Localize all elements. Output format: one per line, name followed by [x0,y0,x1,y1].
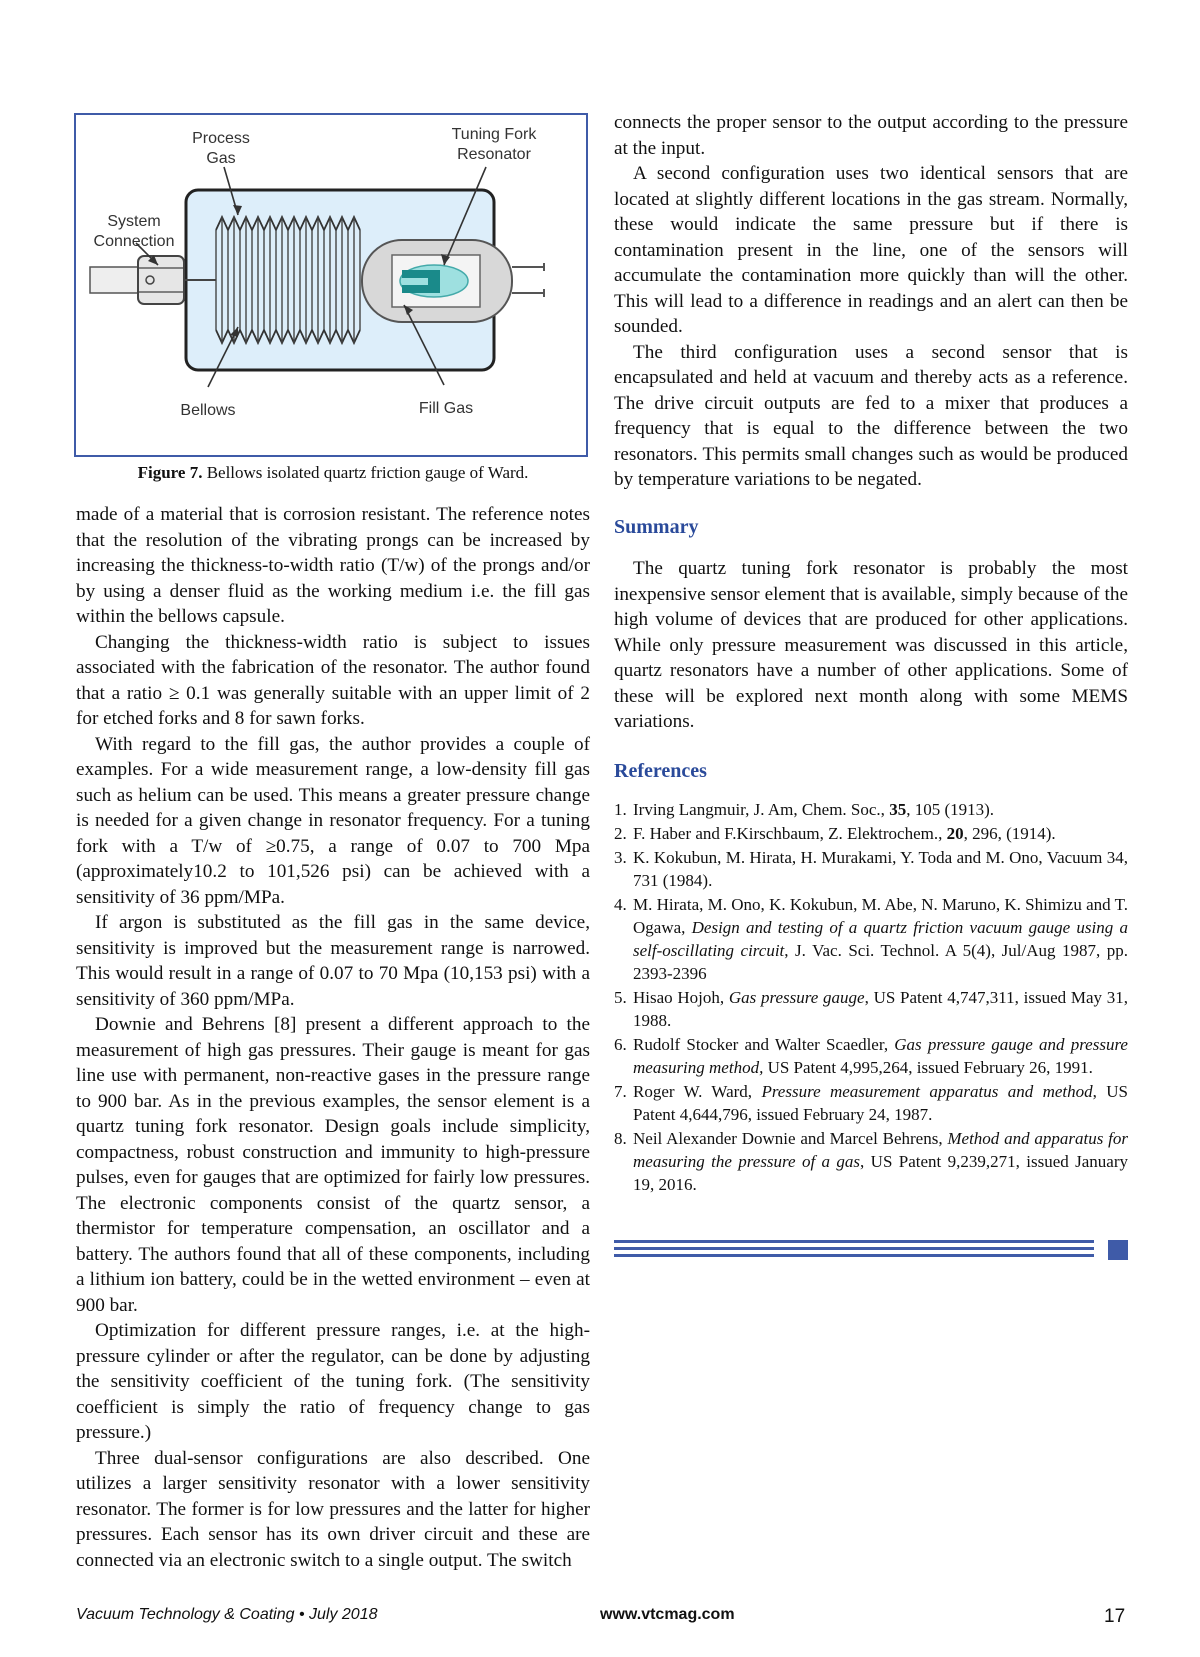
bellows-gauge-diagram [76,115,586,455]
label-fill-gas: Fill Gas [418,400,474,417]
paragraph: Changing the thickness-width ratio is subject to issues associated with the fabrication of the resonator. The author found that a ratio ≥ 0.1 was generally suitable with an upper limit of 2 for etched forks and 8 for sawn forks. [76,631,590,729]
paragraph: made of a material that is corrosion resistant. The reference notes that the resolution of the vibrating prongs can be increased by increasing the thickness-to-width ratio (T/w) of the prongs and/or by using a denser fluid as the working medium i.e. the fill gas within the bellows capsule. [76,504,590,627]
reference-item: 1. Irving Langmuir, J. Am, Chem. Soc., 35, 105 (1913). [614,800,995,819]
paragraph: With regard to the fill gas, the author provides a couple of examples. For a wide measurement range, a low-density fill gas such as helium can be used. This means a greater pressure change is needed for a given change in resonator frequency. For a tuning fork with a T/w of ≥0.75, a range of 0.07 to 700 Mpa (approximately10.2 to 101,526 psi) can be achieved with a sensitivity of 36 ppm/MPa. [76,733,590,908]
label-system-connection-2: Connection [93,233,175,250]
fitting-nut [138,256,184,304]
paragraph: The third configuration uses a second sensor that is encapsulated and held at vacuum and thereby acts as a reference. The drive circuit outputs are fed to a mixer that produces a frequency that is equal to the difference between the two resonators. This permits small changes such as would be produced by temperature variations to be negated. [614,341,1128,490]
references-list [614,798,1128,1196]
reference-item: 7. Roger W. Ward, Pressure measurement apparatus and method, US Patent 4,644,796, issued February 24, 1987. [614,1082,1128,1124]
reference-item: 4. M. Hirata, M. Ono, K. Kokubun, M. Abe, N. Maruno, K. Shimizu and T. Ogawa, Design and testing of a quartz friction vacuum gauge using a self-oscillating circuit, J. Vac. Sci. Technol. A 5(4), Jul/Aug 1987, pp. 2393-2396 [614,895,1129,983]
paragraph: If argon is substituted as the fill gas in the same device, sensitivity is improved but the measurement range is narrowed. This would result in a range of 0.07 to 70 Mpa (10,153 psi) with a sensitivity of 360 ppm/MPa. [76,912,590,1010]
figure-7 [74,113,588,457]
paragraph: Optimization for different pressure ranges, i.e. at the high-pressure cylinder or after the regulator, can be done by adjusting the sensitivity coefficient of the tuning fork. (The sensitivity coefficient is simply the ratio of frequency change to gas pressure.) [76,1320,590,1443]
label-process-gas-2: Gas [206,150,236,167]
paragraph: Three dual-sensor configurations are also described. One utilizes a larger sensitivity resonator with a lower sensitivity resonator. The former is for low pressures and the latter for higher pressures. Each sensor has its own driver circuit and these are connected via an electronic switch to a single output. The switch [76,1447,590,1571]
left-column [76,502,590,1573]
footer-page-number: 17 [1104,1606,1126,1627]
label-tuning-fork-2: Resonator [457,146,531,163]
reference-item: 6. Rudolf Stocker and Walter Scaedler, Gas pressure gauge and pressure measuring method, US Patent 4,995,264, issued February 26, 1991. [614,1035,1128,1077]
reference-item: 3. K. Kokubun, M. Hirata, H. Murakami, Y. Toda and M. Ono, Vacuum 34, 731 (1984). [614,848,1128,890]
label-bellows: Bellows [180,402,236,419]
summary-paragraph: The quartz tuning fork resonator is probably the most inexpensive sensor element that is available, simply because of the high volume of devices that are produced for other applications. While only pressure measurement was discussed in this article, quartz resonators have a number of other applications. Some of these will be explored next month along with some MEMS variations. [614,558,1128,732]
paragraph: connects the proper sensor to the output according to the pressure at the input. [614,112,1128,159]
reference-item: 5. Hisao Hojoh, Gas pressure gauge, US Patent 4,747,311, issued May 31, 1988. [614,988,1128,1030]
reference-item: 2. F. Haber and F.Kirschbaum, Z. Elektrochem., 20, 296, (1914). [614,824,1056,843]
label-tuning-fork-1: Tuning Fork [451,126,537,143]
reference-item: 8. Neil Alexander Downie and Marcel Behrens, Method and apparatus for measuring the pressure of a gas, US Patent 9,239,271, issued January 19, 2016. [614,1129,1128,1194]
footer-website[interactable]: www.vtcmag.com [600,1606,735,1623]
end-of-article-marker [1108,1240,1128,1260]
summary-heading: Summary [614,515,699,538]
figure-caption-label: Figure 7. [137,463,203,482]
figure-caption-text: Bellows isolated quartz friction gauge of Ward. [202,463,529,482]
footer-publication: Vacuum Technology & Coating • July 2018 [76,1606,378,1623]
end-of-article-rule [614,1240,1094,1261]
label-system-connection-1: System [107,213,161,230]
references-heading: References [614,759,707,782]
label-process-gas-1: Process [192,130,250,147]
right-column [614,110,1128,1197]
connection-tube [90,267,142,293]
paragraph: A second configuration uses two identical sensors that are located at slightly different locations in the gas stream. Normally, these would indicate the same pressure but if there is contamination present in the line, one of the sensors will accumulate the contamination more quickly than will the other. This will lead to a difference in readings and an alert can then be sounded. [614,163,1128,337]
figure-caption [76,462,590,484]
paragraph: Downie and Behrens [8] present a different approach to the measurement of high gas pressures. Their gauge is meant for gas line use with permanent, non-reactive gases in the pressure range to 900 bar. As in the previous examples, the sensor element is a quartz tuning fork resonator. Design goals include simplicity, compactness, robust construction and immunity to high-pressure pulses, even for gauges that are optimized for fairly low pressures. The electronic components consist of the quartz sensor, a thermistor for temperature compensation, an oscillator and a battery. The authors found that all of these components, including a lithium ion battery, could be in the wetted environment – even at 900 bar. [76,1014,590,1316]
